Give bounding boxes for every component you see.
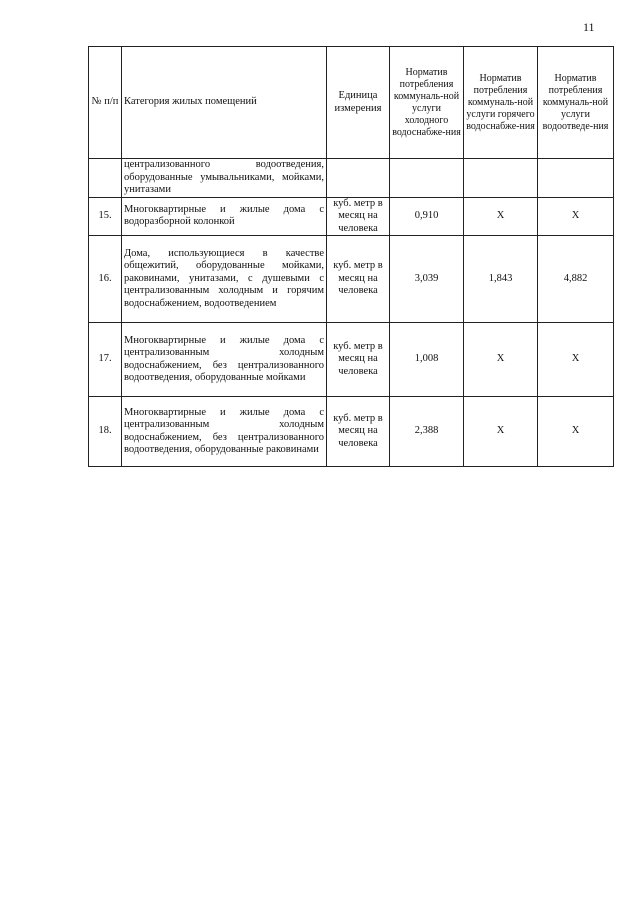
header-cold-water: Норматив потребления коммуналь-ной услуги холодного водоснабже-ния [390,47,464,159]
cell-category: Многоквартирные и жилые дома с централизованным холодным водоснабжением, без централизованного водоотведения, оборудованные мойками [122,323,327,397]
header-drainage: Норматив потребления коммуналь-ной услуги водоотведе-ния [538,47,614,159]
cell-hot: X [464,323,538,397]
table-row [89,323,614,397]
cell-hot: 1,843 [464,236,538,323]
cell-unit [327,159,390,198]
norms-table [88,46,614,467]
table-row [89,397,614,467]
cell-unit: куб. метр в месяц на человека [327,197,390,236]
cell-hot: X [464,397,538,467]
cell-cold: 0,910 [390,197,464,236]
cell-unit: куб. метр в месяц на человека [327,397,390,467]
header-num: № п/п [89,47,122,159]
header-unit: Единица измерения [327,47,390,159]
cell-drain: X [538,197,614,236]
cell-category: Дома, использующиеся в качестве общежитий, оборудованные мойками, раковинами, унитазами, с душевыми с централизованным холодным и горячим водоснабжением, водоотведением [122,236,327,323]
table-header-row [89,47,614,159]
cell-cold: 1,008 [390,323,464,397]
cell-num [89,159,122,198]
cell-category: Многоквартирные и жилые дома с водоразборной колонкой [122,197,327,236]
cell-category: Многоквартирные и жилые дома с централизованным холодным водоснабжением, без централизованного водоотведения, оборудованные раковинами [122,397,327,467]
page-number: 11 [583,20,595,34]
cell-num: 15. [89,197,122,236]
cell-num: 17. [89,323,122,397]
cell-category: централизованного водоотведения, оборудованные умывальниками, мойками, унитазами [122,159,327,198]
table-row [89,197,614,236]
header-hot-water: Норматив потребления коммуналь-ной услуги горячего водоснабже-ния [464,47,538,159]
cell-unit: куб. метр в месяц на человека [327,323,390,397]
cell-unit: куб. метр в месяц на человека [327,236,390,323]
cell-drain: X [538,323,614,397]
cell-cold: 3,039 [390,236,464,323]
table-row [89,236,614,323]
table-row-continuation [89,159,614,198]
cell-num: 18. [89,397,122,467]
cell-cold: 2,388 [390,397,464,467]
cell-drain [538,159,614,198]
cell-hot [464,159,538,198]
cell-hot: X [464,197,538,236]
cell-drain: 4,882 [538,236,614,323]
cell-drain: X [538,397,614,467]
cell-cold [390,159,464,198]
header-category: Категория жилых помещений [122,47,327,159]
cell-num: 16. [89,236,122,323]
